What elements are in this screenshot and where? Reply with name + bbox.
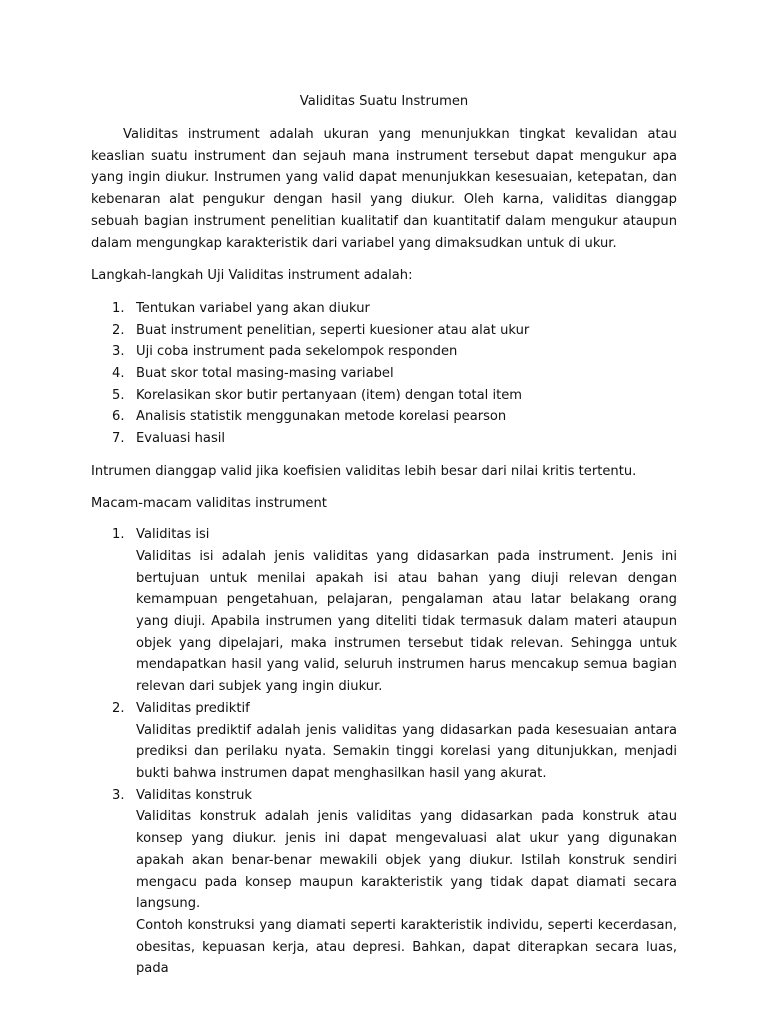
list-item — [91, 341, 677, 363]
type-description: Validitas konstruk adalah jenis validitas yang didasarkan pada konstruk atau konsep yang diukur. jenis ini dapat mengevaluasi alat ukur yang digunakan apakah akan benar-benar mewakili objek yang diukur. Istilah konstruk sendiri mengacu pada konsep maupun karakteristik yang tidak dapat diamati secara langsung. — [136, 809, 677, 912]
type-name: Validitas isi — [136, 527, 210, 543]
steps-heading: Langkah-langkah Uji Validitas instrument adalah: — [91, 268, 413, 284]
type-description: Validitas prediktif adalah jenis validitas yang didasarkan pada kesesuaian antara prediksi dan perilaku nyata. Semakin tinggi korelasi yang ditunjukkan, menjadi bukti bahwa instrumen dapat menghasilkan hasil yang akurat. — [136, 722, 677, 781]
intro-paragraph: Validitas instrument adalah ukuran yang menunjukkan tingkat kevalidan atau keaslian suatu instrument dan sejauh mana instrument tersebut dapat mengukur apa yang ingin diukur. Instrumen yang valid dapat menunjukkan kesesuaian, ketepatan, dan kebenaran alat pengukur dengan hasil yang diukur. Oleh karna, validitas dianggap sebuah bagian instrument penelitian kualitatif dan kuantitatif dalam mengukur ataupun dalam mengungkap karakteristik dari variabel yang dimaksudkan untuk di ukur. — [91, 127, 677, 251]
list-number: 1. — [112, 527, 125, 543]
document-page — [91, 92, 677, 980]
list-item-text: Buat skor total masing-masing variabel — [136, 366, 394, 382]
list-item — [91, 698, 677, 785]
list-number: 3. — [112, 344, 125, 360]
list-item-text: Uji coba instrument pada sekelompok responden — [136, 344, 458, 360]
list-item-text: Buat instrument penelitian, seperti kuesioner atau alat ukur — [136, 322, 530, 338]
valid-statement: Intrumen dianggap valid jika koefisien validitas lebih besar dari nilai kritis tertentu. — [91, 463, 637, 479]
list-number: 5. — [112, 387, 125, 403]
list-item — [91, 524, 677, 698]
list-item — [91, 406, 677, 428]
list-item — [91, 363, 677, 385]
type-description-continued: Contoh konstruksi yang diamati seperti karakteristik individu, seperti kecerdasan, obesitas, kepuasan kerja, atau depresi. Bahkan, dapat diterapkan secara luas, pada — [136, 917, 677, 977]
list-item-text: Analisis statistik menggunakan metode korelasi pearson — [136, 409, 507, 425]
list-number: 1. — [112, 300, 125, 316]
list-item-text: Tentukan variabel yang akan diukur — [136, 300, 370, 316]
list-item-text: Korelasikan skor butir pertanyaan (item) dengan total item — [136, 387, 523, 403]
type-name: Validitas prediktif — [136, 700, 250, 716]
list-number: 2. — [112, 700, 125, 716]
list-number: 7. — [112, 431, 125, 447]
list-item — [91, 320, 677, 342]
types-heading: Macam-macam validitas instrument — [91, 495, 327, 511]
list-number: 3. — [112, 787, 125, 803]
list-number: 6. — [112, 409, 125, 425]
types-list — [91, 524, 677, 980]
list-item — [91, 428, 677, 450]
list-item — [91, 298, 677, 320]
list-item — [91, 785, 677, 980]
document-title: Validitas Suatu Instrumen — [299, 94, 469, 109]
list-item — [91, 385, 677, 407]
type-description: Validitas isi adalah jenis validitas yang didasarkan pada instrument. Jenis ini bertujuan untuk menilai apakah isi atau bahan yang diuji relevan dengan kemampuan pengetahuan, pelajaran, pengalaman atau latar belakang orang yang diuji. Apabila instrumen yang diteliti tidak termasuk dalam materi ataupun objek yang dipelajari, maka instrumen tersebut tidak relevan. Sehingga untuk mendapatkan hasil yang valid, seluruh instrumen harus mencakup semua bagian relevan dari subjek yang ingin diukur. — [136, 548, 677, 695]
list-item-text: Evaluasi hasil — [136, 431, 226, 447]
list-number: 2. — [112, 322, 125, 338]
type-name: Validitas konstruk — [136, 787, 252, 803]
steps-list — [91, 298, 677, 450]
list-number: 4. — [112, 366, 125, 382]
